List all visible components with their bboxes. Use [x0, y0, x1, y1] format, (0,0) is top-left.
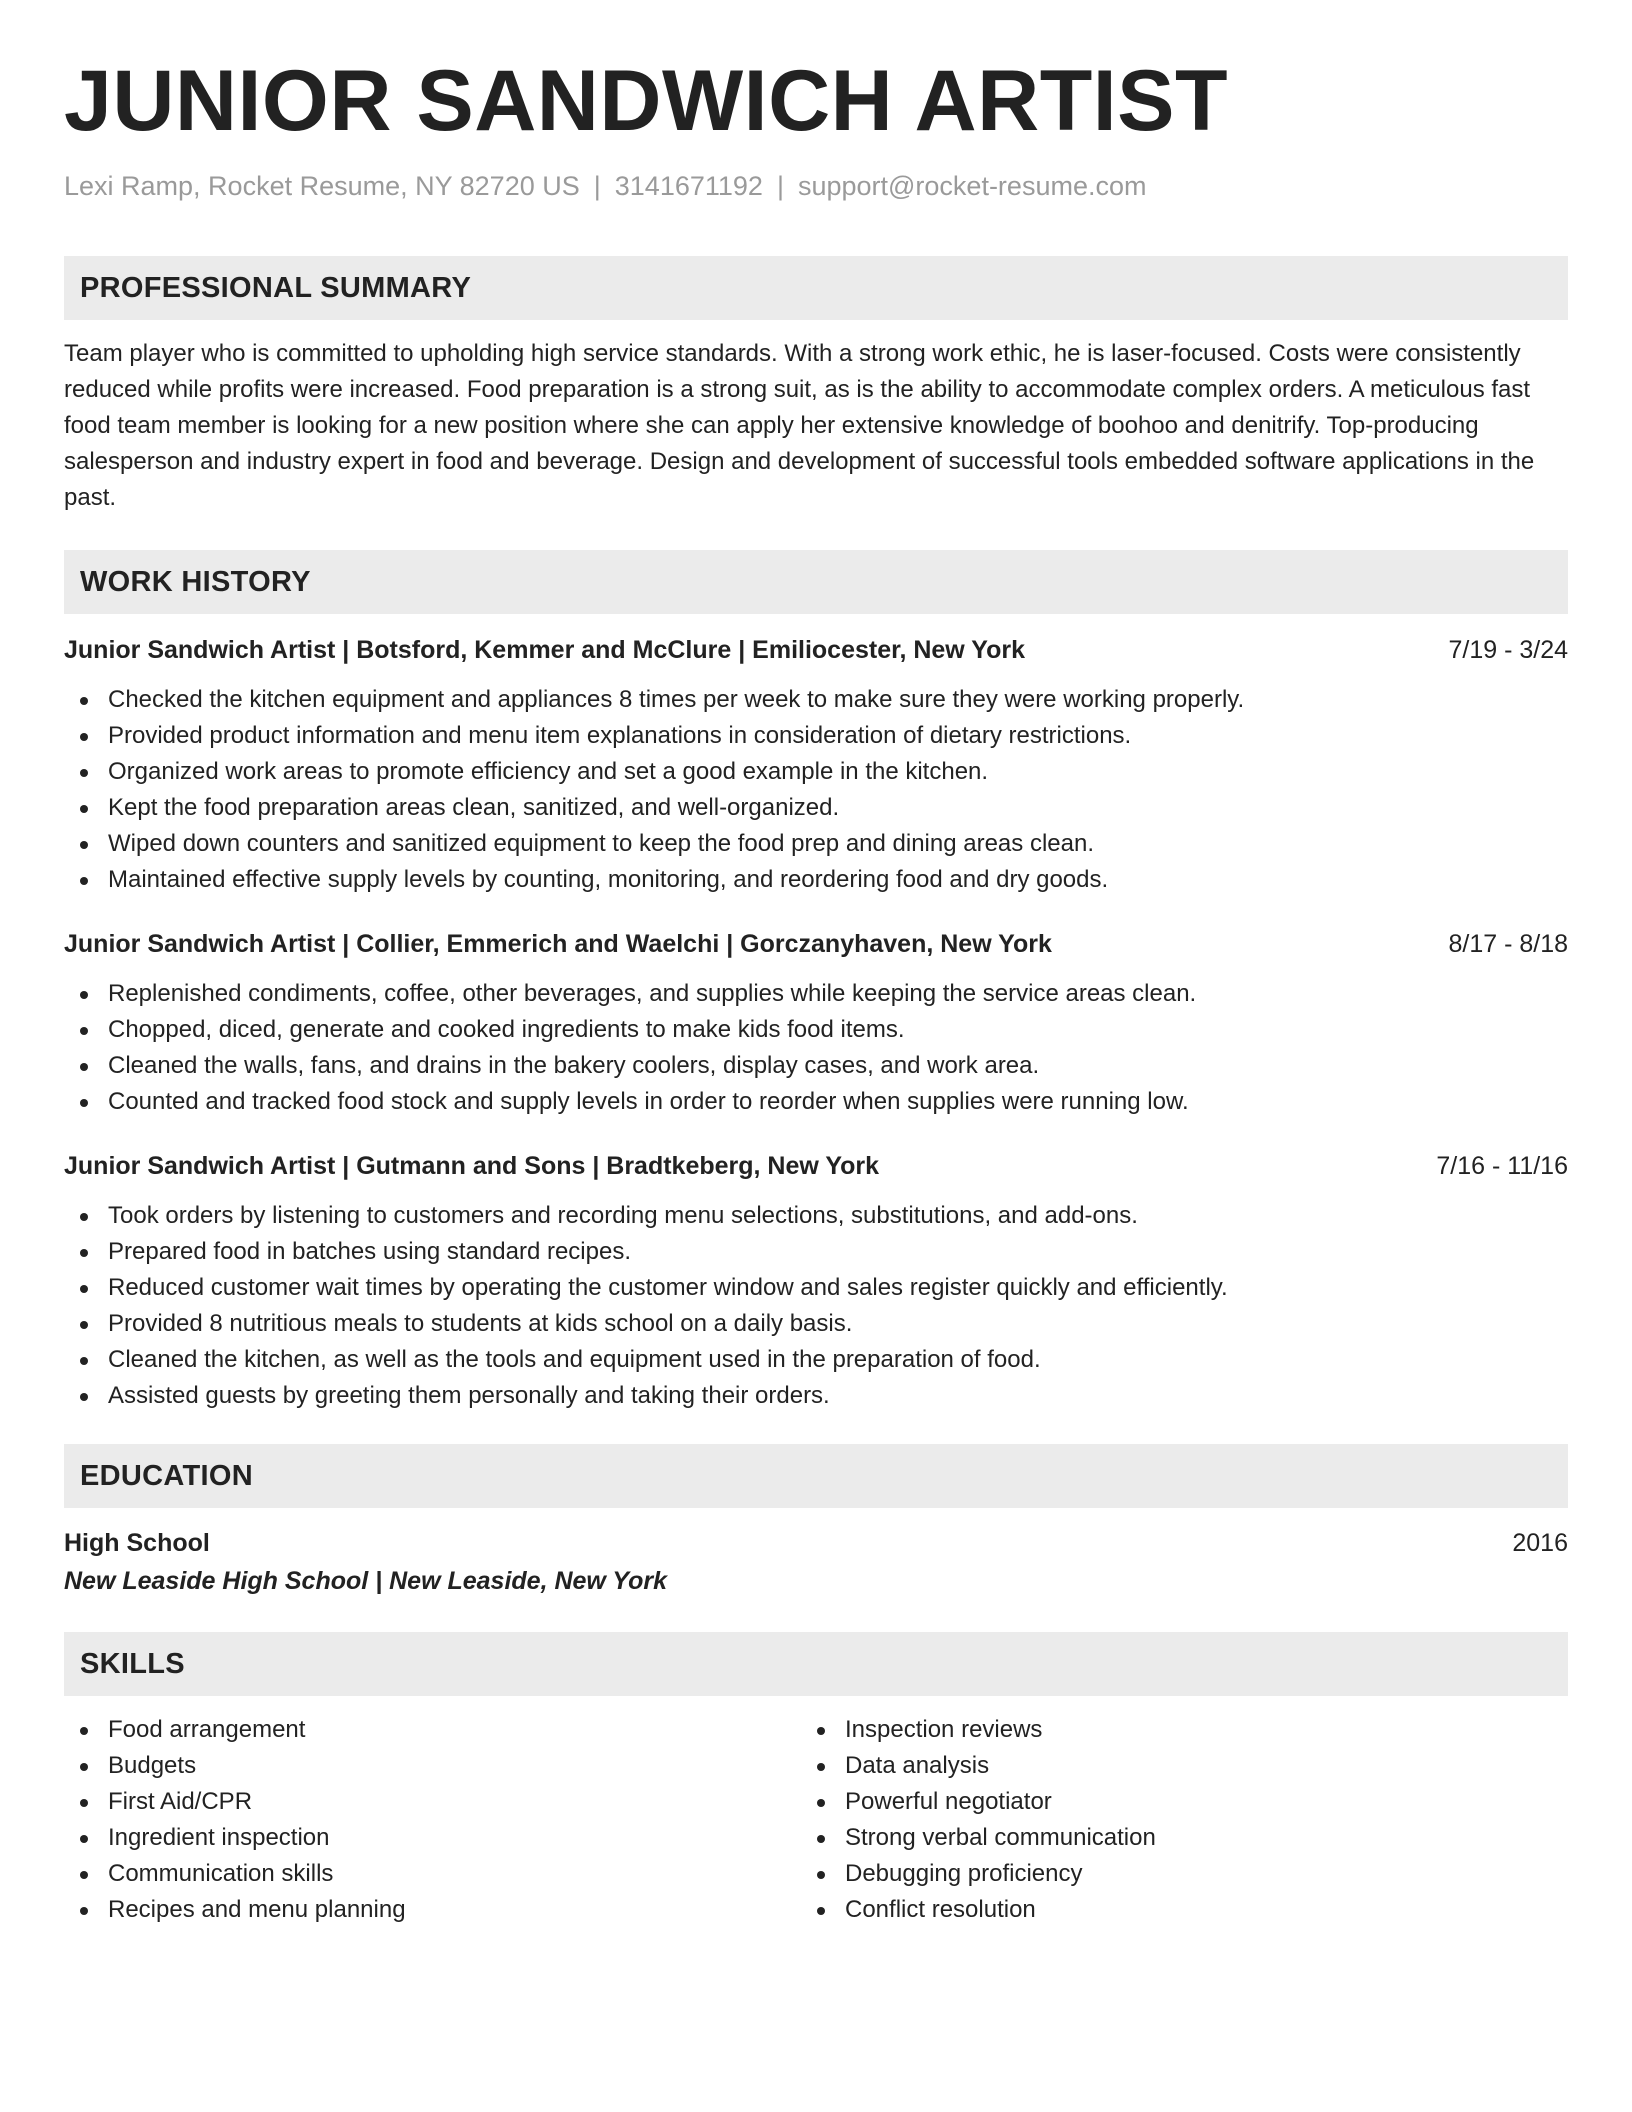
skill-item: Communication skills: [64, 1856, 801, 1892]
job-title: Junior Sandwich Artist | Botsford, Kemmer and McClure | Emiliocester, New York: [64, 636, 1025, 665]
job-bullet: Chopped, diced, generate and cooked ingredients to make kids food items.: [64, 1012, 1568, 1048]
job-bullet: Took orders by listening to customers and recording menu selections, substitutions, and add-ons.: [64, 1198, 1568, 1234]
job-entry: [64, 632, 1568, 898]
skill-item: Food arrangement: [64, 1712, 801, 1748]
contact-separator: |: [593, 171, 601, 201]
job-bullet: Prepared food in batches using standard recipes.: [64, 1234, 1568, 1270]
section-heading-education: EDUCATION: [64, 1444, 1568, 1508]
job-title: Junior Sandwich Artist | Collier, Emmerich and Waelchi | Gorczanyhaven, New York: [64, 930, 1052, 959]
skill-item: Recipes and menu planning: [64, 1892, 801, 1928]
job-bullets: [64, 1198, 1568, 1414]
job-bullet: Kept the food preparation areas clean, sanitized, and well-organized.: [64, 790, 1568, 826]
job-bullet: Checked the kitchen equipment and appliances 8 times per week to make sure they were working properly.: [64, 682, 1568, 718]
contact-email: support@rocket-resume.com: [797, 171, 1147, 201]
job-bullet: Cleaned the walls, fans, and drains in the bakery coolers, display cases, and work area.: [64, 1048, 1568, 1084]
education-header: [64, 1524, 1568, 1562]
job-bullet: Cleaned the kitchen, as well as the tools and equipment used in the preparation of food.: [64, 1342, 1568, 1378]
job-title: Junior Sandwich Artist | Gutmann and Sons | Bradtkeberg, New York: [64, 1152, 880, 1181]
contact-address: Lexi Ramp, Rocket Resume, NY 82720 US: [64, 171, 580, 201]
job-bullets: [64, 976, 1568, 1120]
job-bullet: Wiped down counters and sanitized equipment to keep the food prep and dining areas clean.: [64, 826, 1568, 862]
job-bullet: Replenished condiments, coffee, other beverages, and supplies while keeping the service areas clean.: [64, 976, 1568, 1012]
job-entry: [64, 926, 1568, 1120]
skill-item: Conflict resolution: [801, 1892, 1538, 1928]
skill-item: Powerful negotiator: [801, 1784, 1538, 1820]
section-heading-work-history: WORK HISTORY: [64, 550, 1568, 614]
education-year: 2016: [1512, 1529, 1568, 1558]
job-entry: [64, 1148, 1568, 1414]
job-header: [64, 926, 1568, 962]
contact-separator: |: [776, 171, 784, 201]
skills-column-right: [801, 1712, 1538, 1928]
job-header: [64, 1148, 1568, 1184]
contact-line: [64, 170, 1568, 202]
job-bullet: Counted and tracked food stock and supply levels in order to reorder when supplies were running low.: [64, 1084, 1568, 1120]
section-heading-summary: PROFESSIONAL SUMMARY: [64, 256, 1568, 320]
job-header: [64, 632, 1568, 668]
contact-phone: 3141671192: [614, 171, 763, 201]
skill-item: Debugging proficiency: [801, 1856, 1538, 1892]
skill-item: Strong verbal communication: [801, 1820, 1538, 1856]
job-bullets: [64, 682, 1568, 898]
skill-item: Data analysis: [801, 1748, 1538, 1784]
education-degree: High School: [64, 1529, 210, 1558]
job-dates: 7/19 - 3/24: [1448, 636, 1568, 665]
skills-column-left: [64, 1712, 801, 1928]
job-bullet: Reduced customer wait times by operating the customer window and sales register quickly and efficiently.: [64, 1270, 1568, 1306]
job-bullet: Provided 8 nutritious meals to students at kids school on a daily basis.: [64, 1306, 1568, 1342]
job-bullet: Maintained effective supply levels by counting, monitoring, and reordering food and dry goods.: [64, 862, 1568, 898]
skills-grid: [64, 1712, 1568, 1928]
summary-text: Team player who is committed to upholding high service standards. With a strong work ethic, he is laser-focused. Costs were consistently reduced while profits were increased. Food preparation is a strong suit, as is the ability to accommodate complex orders. A meticulous fast food team member is looking for a new position where she can apply her extensive knowledge of boohoo and denitrify. Top-producing salesperson and industry expert in food and beverage. Design and development of successful tools embedded software applications in the past.: [64, 340, 1535, 512]
skill-item: Inspection reviews: [801, 1712, 1538, 1748]
job-dates: 7/16 - 11/16: [1436, 1152, 1568, 1181]
job-bullet: Organized work areas to promote efficiency and set a good example in the kitchen.: [64, 754, 1568, 790]
section-heading-skills: SKILLS: [64, 1632, 1568, 1696]
skill-item: Budgets: [64, 1748, 801, 1784]
job-bullet: Provided product information and menu item explanations in consideration of dietary restrictions.: [64, 718, 1568, 754]
job-dates: 8/17 - 8/18: [1448, 930, 1568, 959]
resume-title: JUNIOR SANDWICH ARTIST: [64, 53, 1229, 149]
skill-item: First Aid/CPR: [64, 1784, 801, 1820]
job-bullet: Assisted guests by greeting them personally and taking their orders.: [64, 1378, 1568, 1414]
education-school: New Leaside High School | New Leaside, New York: [64, 1567, 668, 1596]
skill-item: Ingredient inspection: [64, 1820, 801, 1856]
